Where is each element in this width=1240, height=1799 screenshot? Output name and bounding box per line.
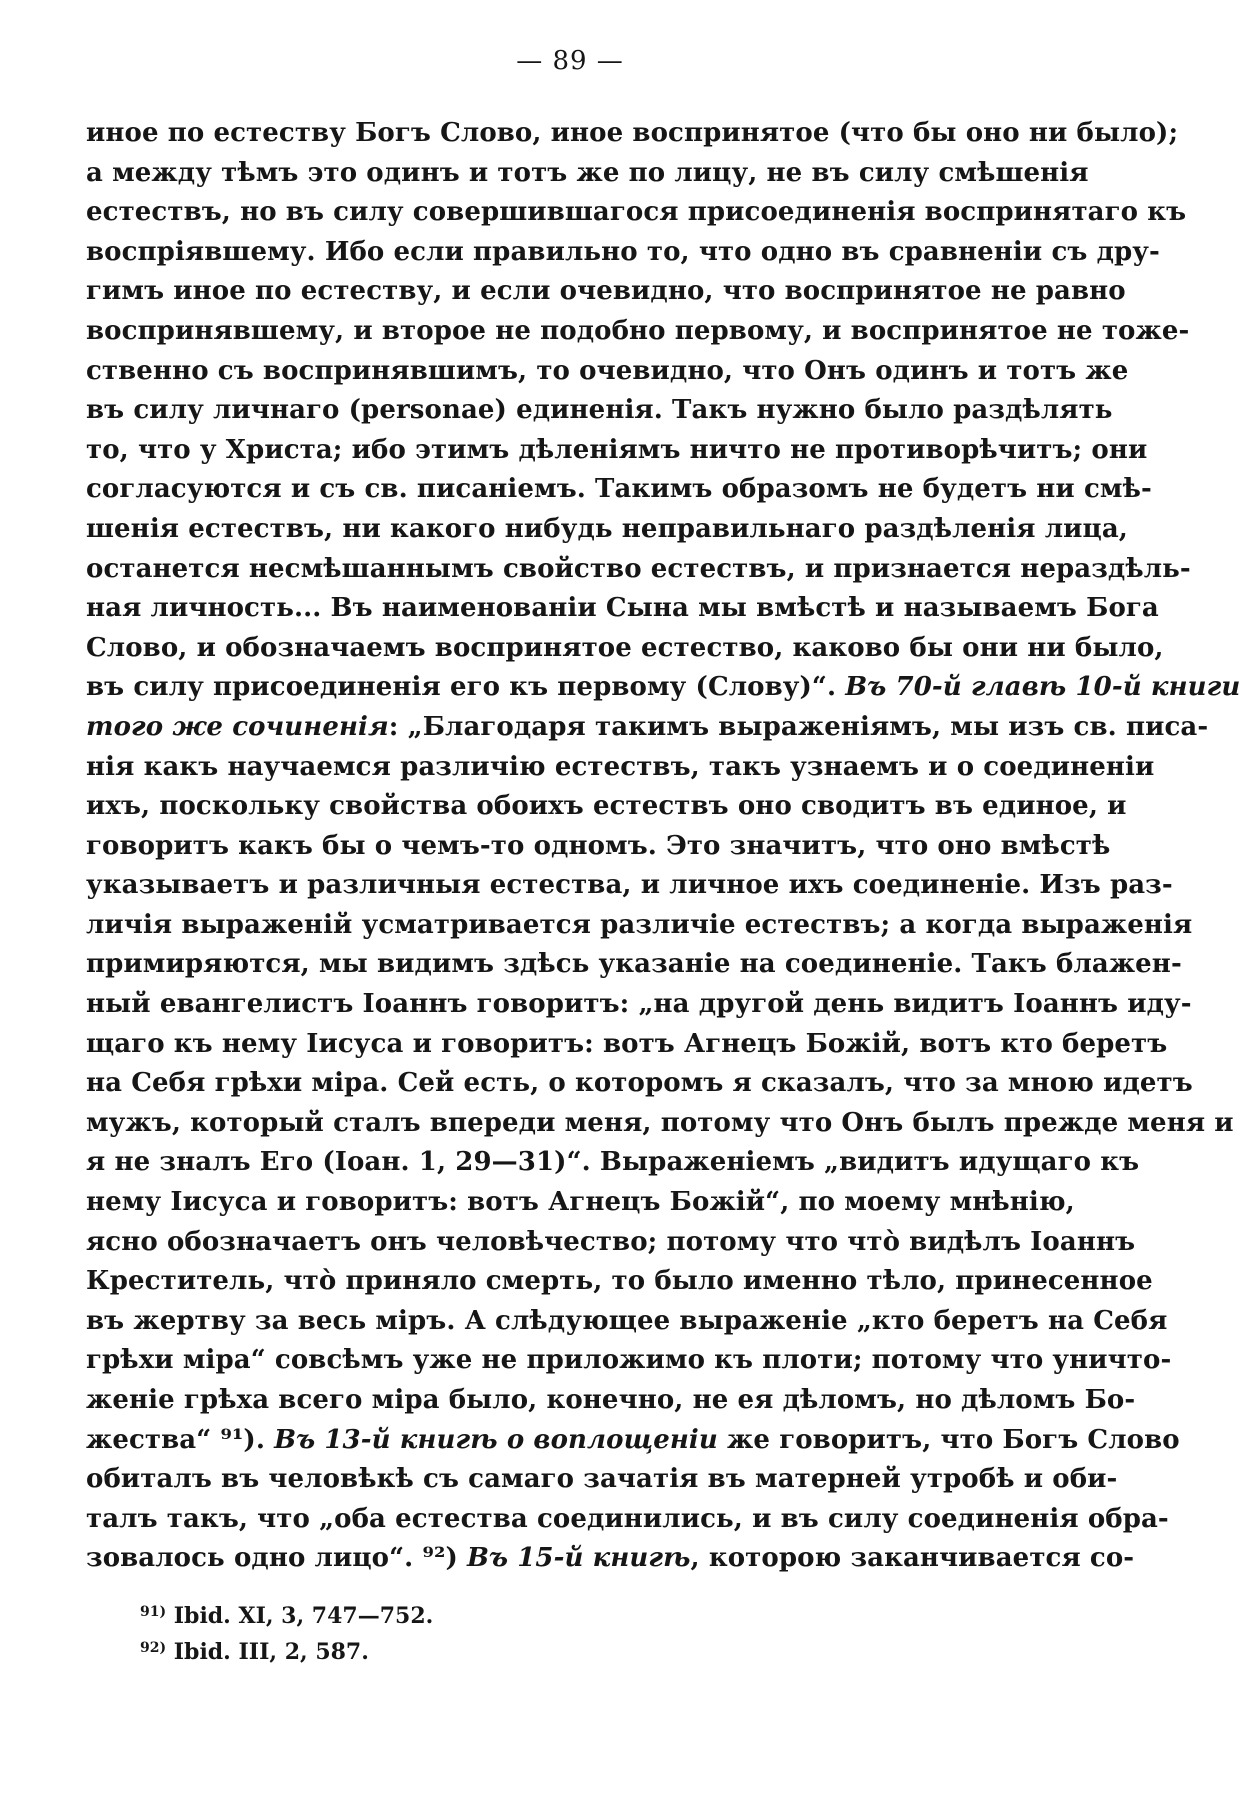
- text-segment: Креститель, что̀ приняло смерть, то было именно тѣло, принесенное: [86, 1266, 1153, 1297]
- text-line: [86, 1104, 1234, 1144]
- text-line: [86, 312, 1190, 352]
- italic-reference: Въ 15-й книгѣ: [467, 1543, 691, 1574]
- text-line: [86, 1460, 1118, 1500]
- text-segment: ихъ, поскольку свойства обоихъ естествъ оно сводитъ въ единое, и: [86, 791, 1127, 822]
- body-text: [86, 114, 1240, 1579]
- text-segment: талъ такъ, что „оба естества соединились, и въ силу соединенія обра-: [86, 1503, 1169, 1534]
- text-segment: то, что у Христа; ибо этимъ дѣленіямъ ничто не противорѣчитъ; они: [86, 434, 1148, 465]
- text-line: [86, 1025, 1168, 1065]
- text-segment: указываетъ и различныя естества, и личное ихъ соединеніе. Изъ раз-: [86, 870, 1173, 901]
- text-segment: зовалось одно лицо“. ⁹²): [86, 1543, 467, 1574]
- text-segment: мужъ, который сталъ впереди меня, потому что Онъ былъ прежде меня и: [86, 1107, 1234, 1138]
- text-segment: я не зналъ Его (Іоан. 1, 29—31)“. Выраженіемъ „видитъ идущаго къ: [86, 1147, 1140, 1178]
- text-segment: естествъ, но въ силу совершившагося присоединенія воспринятаго къ: [86, 197, 1187, 228]
- text-line: [86, 985, 1192, 1025]
- footnotes: [140, 1594, 740, 1666]
- text-segment: воспринявшему, и второе не подобно первому, и воспринятое не тоже-: [86, 315, 1190, 346]
- text-line: [86, 708, 1209, 748]
- text-segment: въ силу личнаго (personae) единенія. Такъ нужно было раздѣлять: [86, 395, 1113, 426]
- text-line: [86, 1539, 1135, 1579]
- text-line: [86, 589, 1159, 629]
- text-line: [86, 748, 1155, 788]
- text-segment: гимъ иное по естеству, и если очевидно, что воспринятое не равно: [86, 276, 1126, 307]
- italic-reference: Въ 13-й книгѣ о воплощеніи: [274, 1424, 718, 1455]
- italic-reference: того же сочиненія: [86, 711, 389, 742]
- text-line: [86, 1381, 1136, 1421]
- page-number: — 89 —: [516, 46, 624, 76]
- text-line: [86, 193, 1187, 233]
- text-segment: , которою заканчивается со-: [690, 1543, 1135, 1574]
- text-segment: личія выраженій усматривается различіе естествъ; а когда выраженія: [86, 909, 1193, 940]
- text-line: [86, 510, 1128, 550]
- text-line: [86, 550, 1191, 590]
- text-line: [86, 352, 1129, 392]
- footnote-mark: 91): [140, 1604, 167, 1620]
- text-line: [86, 114, 1179, 154]
- text-line: [86, 470, 1152, 510]
- text-segment: же говоритъ, что Богъ Слово: [717, 1424, 1180, 1455]
- footnote: [140, 1594, 740, 1630]
- text-line: [86, 1500, 1169, 1540]
- footnote-text: Ibid. III, 2, 587.: [166, 1639, 369, 1665]
- text-segment: : „Благодаря такимъ выраженіямъ, мы изъ св. писа-: [388, 711, 1209, 742]
- text-line: [86, 1183, 1075, 1223]
- text-segment: воспріявшему. Ибо если правильно то, что одно въ сравненіи съ дру-: [86, 236, 1160, 267]
- text-line: [86, 1143, 1140, 1183]
- text-line: [86, 629, 1164, 669]
- text-segment: въ жертву за весь міръ. А слѣдующее выраженіе „кто беретъ на Себя: [86, 1305, 1168, 1336]
- text-line: [86, 1262, 1153, 1302]
- italic-reference: Въ 70-й главѣ 10-й книги: [845, 672, 1240, 703]
- text-segment: ясно обозначаетъ онъ человѣчество; потому что что̀ видѣлъ Іоаннъ: [86, 1226, 1136, 1257]
- footnote: [140, 1630, 740, 1666]
- text-line: [86, 827, 1111, 867]
- text-line: [86, 1341, 1172, 1381]
- text-segment: щаго къ нему Іисуса и говоритъ: вотъ Агнецъ Божій, вотъ кто беретъ: [86, 1028, 1168, 1059]
- text-segment: ственно съ воспринявшимъ, то очевидно, что Онъ одинъ и тотъ же: [86, 355, 1129, 386]
- text-segment: примиряются, мы видимъ здѣсь указаніе на соединеніе. Такъ блажен-: [86, 949, 1182, 980]
- text-line: [86, 866, 1173, 906]
- text-segment: Слово, и обозначаемъ воспринятое естество, каково бы они ни было,: [86, 632, 1164, 663]
- text-line: [86, 431, 1148, 471]
- text-line: [86, 154, 1089, 194]
- text-segment: говоритъ какъ бы о чемъ-то одномъ. Это значитъ, что оно вмѣстѣ: [86, 830, 1111, 861]
- text-line: [86, 945, 1182, 985]
- text-segment: жества“ ⁹¹).: [86, 1424, 275, 1455]
- footnote-text: Ibid. XI, 3, 747—752.: [166, 1603, 434, 1629]
- text-segment: иное по естеству Богъ Слово, иное воспринятое (что бы оно ни было);: [86, 118, 1179, 148]
- text-line: [86, 906, 1193, 946]
- text-segment: ный евангелистъ Іоаннъ говоритъ: „на другой день видитъ Іоаннъ иду-: [86, 989, 1192, 1020]
- text-line: [86, 1064, 1193, 1104]
- text-line: [86, 272, 1126, 312]
- text-line: [86, 1223, 1136, 1263]
- text-line: [86, 787, 1127, 827]
- text-segment: шенія естествъ, ни какого нибудь неправильнаго раздѣленія лица,: [86, 513, 1128, 544]
- text-segment: останется несмѣшаннымъ свойство естествъ, и признается нераздѣль-: [86, 553, 1191, 584]
- text-segment: обиталъ въ человѣкѣ съ самаго зачатія въ матерней утробѣ и оби-: [86, 1464, 1118, 1495]
- text-segment: въ силу присоединенія его къ первому (Слову)“.: [86, 672, 846, 703]
- text-segment: ная личность... Въ наименованіи Сына мы вмѣстѣ и называемъ Бога: [86, 593, 1159, 624]
- text-segment: грѣхи міра“ совсѣмъ уже не приложимо къ плоти; потому что уничто-: [86, 1345, 1172, 1376]
- text-segment: нему Іисуса и говоритъ: вотъ Агнецъ Божій“, по моему мнѣнію,: [86, 1187, 1075, 1218]
- text-line: [86, 391, 1113, 431]
- text-line: [86, 1302, 1168, 1342]
- footnote-mark: 92): [140, 1640, 167, 1656]
- text-line: [86, 233, 1160, 273]
- text-line: [86, 1421, 1180, 1461]
- text-segment: а между тѣмъ это одинъ и тотъ же по лицу, не въ силу смѣшенія: [86, 157, 1089, 188]
- text-segment: нія какъ научаемся различію естествъ, такъ узнаемъ и о соединеніи: [86, 751, 1155, 782]
- text-segment: согласуются и съ св. писаніемъ. Такимъ образомъ не будетъ ни смѣ-: [86, 474, 1152, 505]
- text-line: [86, 668, 1240, 708]
- text-segment: на Себя грѣхи міра. Сей есть, о которомъ я сказалъ, что за мною идетъ: [86, 1068, 1193, 1099]
- text-segment: женіе грѣха всего міра было, конечно, не ея дѣломъ, но дѣломъ Бо-: [86, 1385, 1136, 1415]
